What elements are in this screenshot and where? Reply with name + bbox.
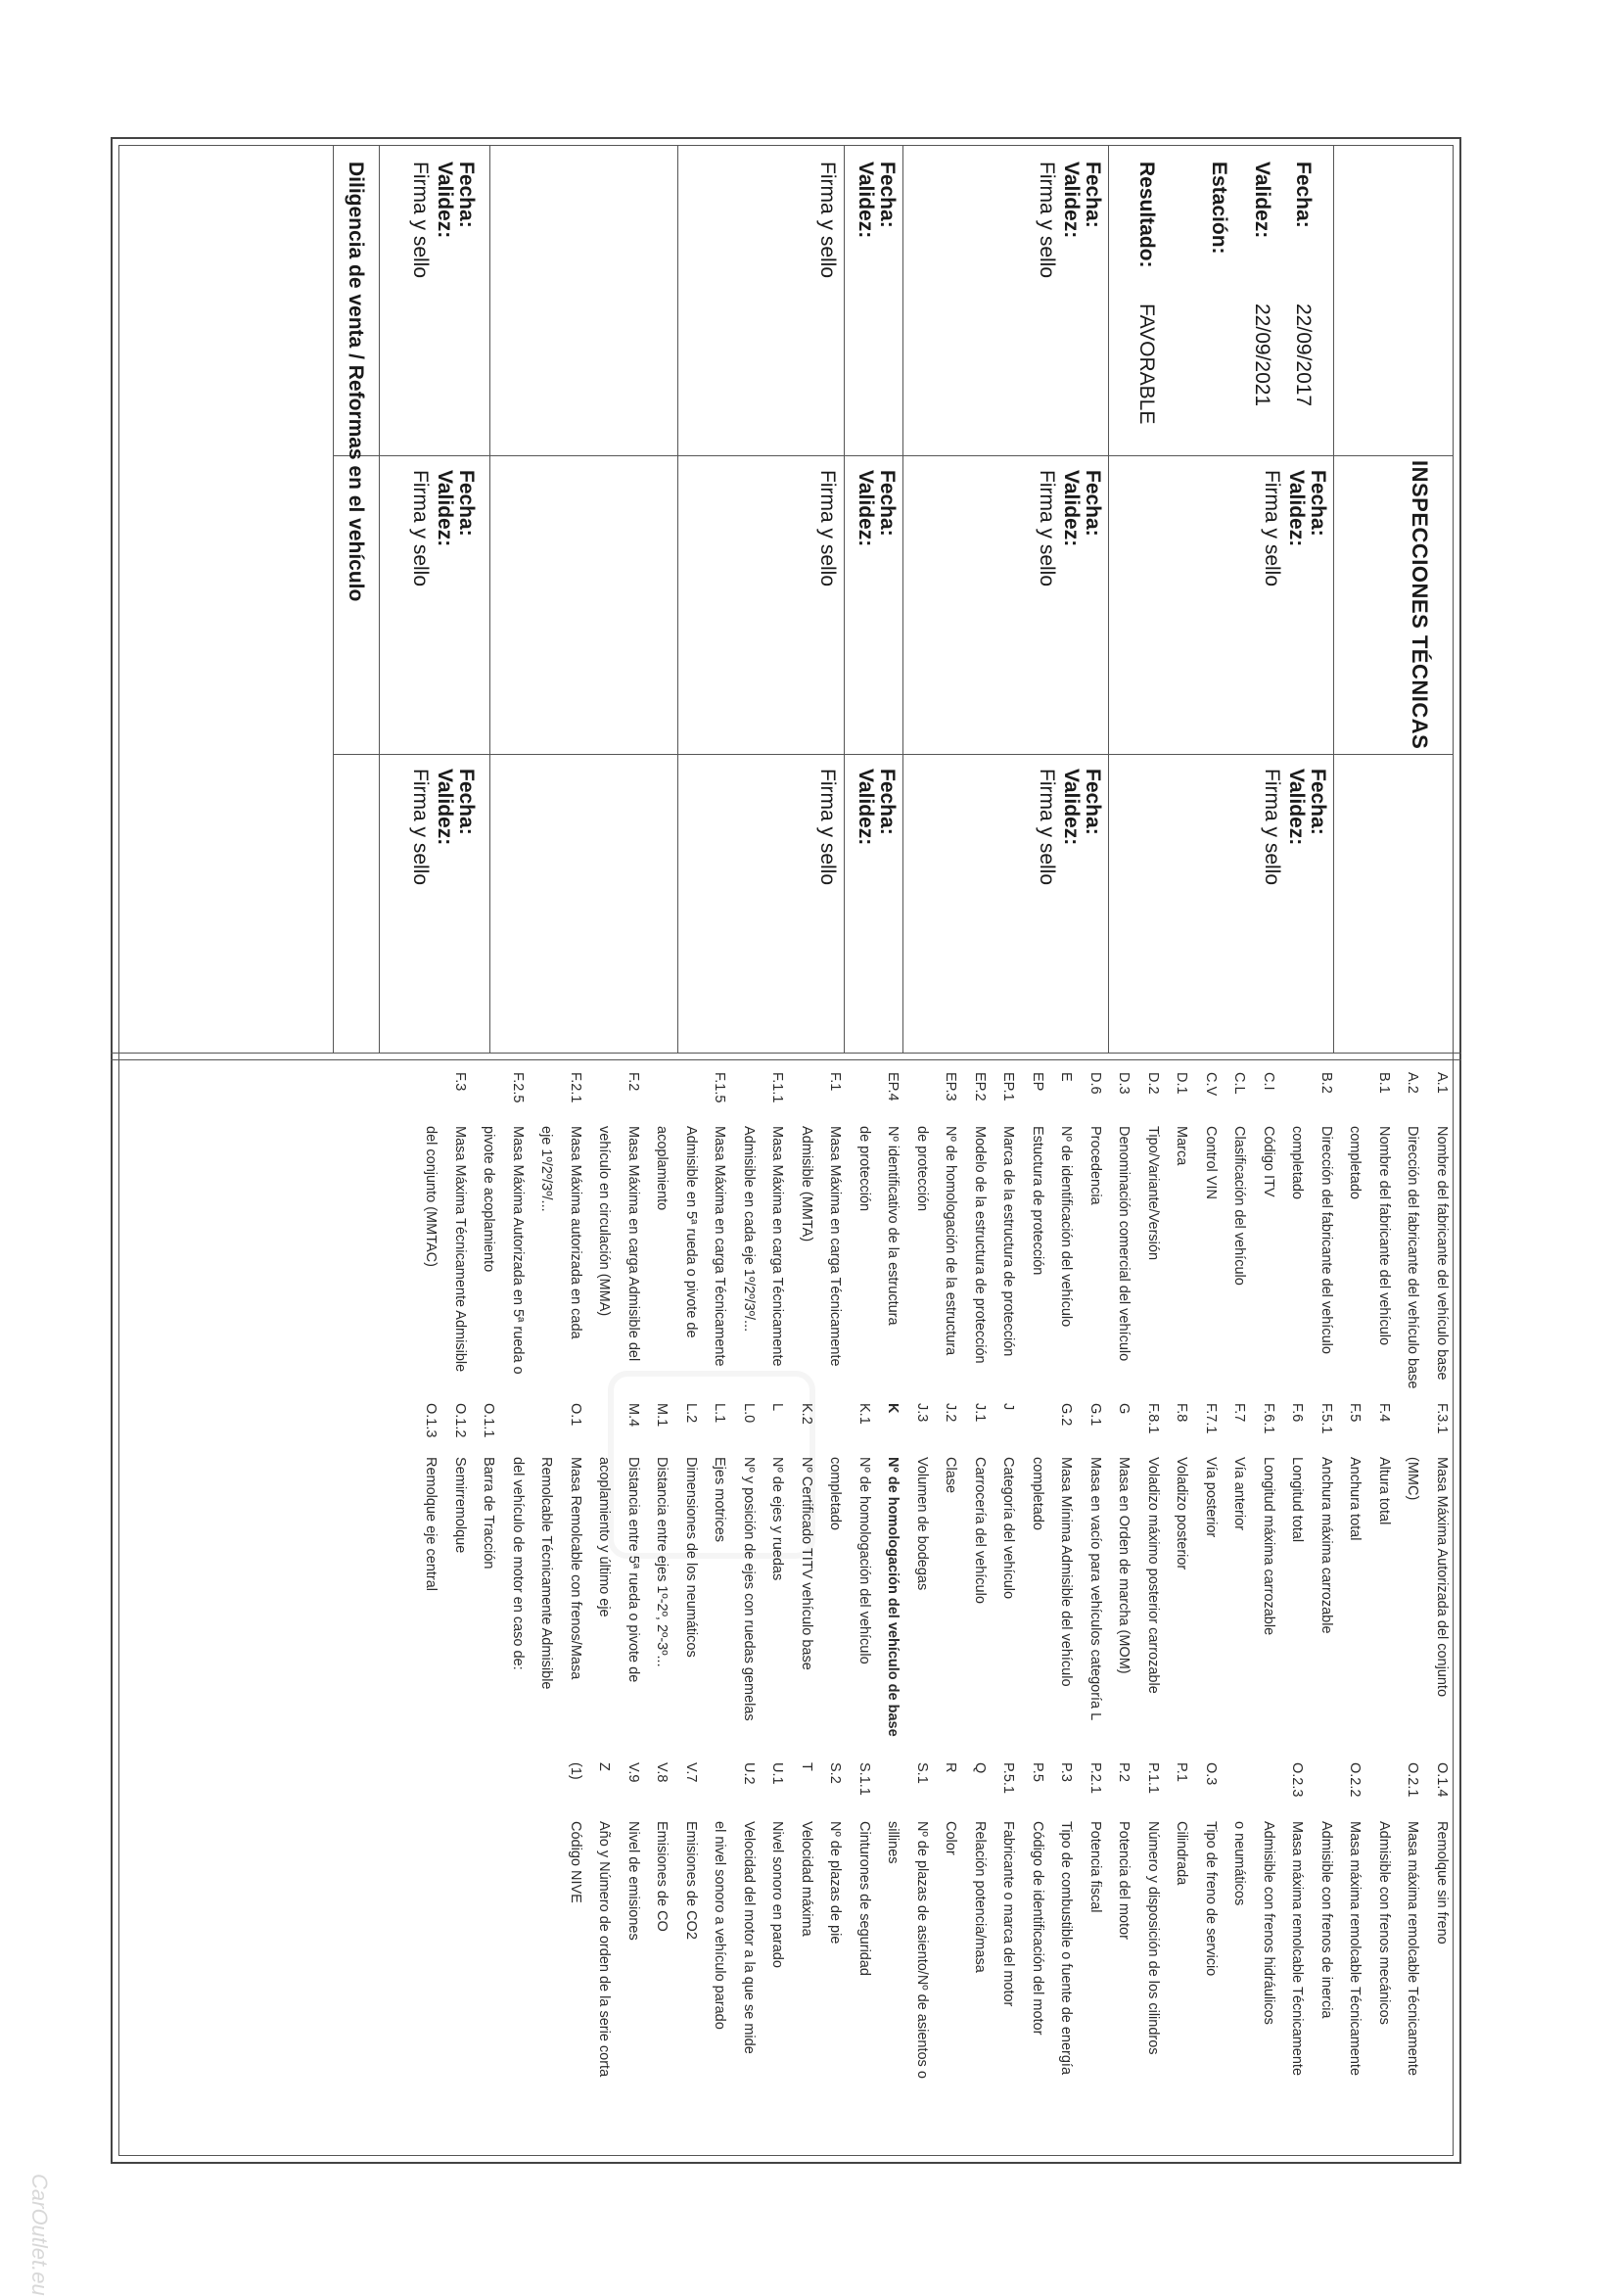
- fecha-label: Fecha:: [1292, 162, 1315, 228]
- field-description: Nº de homologación del vehículo: [856, 1457, 872, 1664]
- validez-label: Validez:: [1060, 162, 1083, 239]
- field-description: Nombre del fabricante del vehículo base: [1434, 1126, 1450, 1381]
- field-description: Masa Máxima autorizada en cada: [568, 1126, 583, 1339]
- field-description: el nivel sonoro a vehículo parado: [712, 1821, 728, 2030]
- field-code: V.9: [625, 1762, 641, 1783]
- field-description: Cilindrada: [1174, 1821, 1190, 1886]
- field-description: Masa máxima remolcable Técnicamente: [1347, 1821, 1364, 2077]
- field-code: P.2: [1116, 1762, 1133, 1782]
- field-code: O.1.4: [1434, 1762, 1450, 1798]
- field-description: Masa máxima remolcable Técnicamente: [1289, 1821, 1306, 2077]
- field-code: J: [1000, 1403, 1017, 1411]
- field-description: de protección: [914, 1126, 930, 1212]
- fecha-label: Fecha:: [455, 769, 478, 835]
- field-description: Admisible con frenos mecánicos: [1376, 1821, 1392, 2025]
- grid-line: [844, 145, 845, 1053]
- grid-line: [902, 145, 903, 1053]
- field-description: Vía posterior: [1203, 1457, 1219, 1538]
- field-description: Remolque eje central: [423, 1457, 439, 1592]
- field-code: F.1.5: [712, 1072, 728, 1103]
- field-code: C.L: [1231, 1072, 1248, 1095]
- validez-label: Validez:: [434, 769, 456, 846]
- field-code: O.1: [568, 1403, 583, 1427]
- field-description: Dirección del fabricante del vehículo base: [1405, 1126, 1421, 1389]
- field-description: Velocidad del motor a la que se mide: [741, 1821, 757, 2054]
- field-description: Barra de Tracción: [481, 1457, 497, 1570]
- field-description: Masa Mínima Admisible del vehículo: [1058, 1457, 1075, 1687]
- field-description: de protección: [856, 1126, 872, 1212]
- field-code: K.2: [799, 1403, 814, 1425]
- field-description: Admisible con frenos hidráulicos: [1261, 1821, 1276, 2025]
- field-code: C.I: [1261, 1072, 1276, 1091]
- grid-line: [334, 754, 1454, 755]
- firma-y-sello: Firma y sello: [816, 162, 839, 279]
- field-code: D.6: [1087, 1072, 1103, 1095]
- field-description: completado: [1030, 1457, 1045, 1530]
- field-description: Masa Máxima Autorizada en 5ª rueda o: [510, 1126, 526, 1375]
- field-description: Carrocería del vehículo: [972, 1457, 988, 1604]
- firma-y-sello: Firma y sello: [816, 470, 839, 587]
- field-code: F.6.1: [1261, 1403, 1276, 1434]
- field-code: O.1.1: [481, 1403, 497, 1438]
- field-description: Código de identificación del motor: [1030, 1821, 1045, 2036]
- fecha-value: 22/09/2017: [1292, 304, 1315, 407]
- field-code: P.3: [1058, 1762, 1075, 1782]
- field-description: Nº de ejes y ruedas: [769, 1457, 786, 1581]
- field-code: B.2: [1318, 1072, 1334, 1094]
- field-description: Potencia fiscal: [1087, 1821, 1103, 1913]
- firma-y-sello: Firma y sello: [409, 769, 432, 886]
- field-code: O.1.3: [423, 1403, 439, 1438]
- field-code: D.3: [1116, 1072, 1133, 1095]
- field-description: Nº de plazas de asiento/Nº de asientos o: [914, 1821, 930, 2079]
- grid-line: [677, 145, 678, 1053]
- field-code: O.2.3: [1289, 1762, 1306, 1798]
- field-code: P.1: [1174, 1762, 1190, 1782]
- field-description: Relación potencia/masa: [972, 1821, 988, 1973]
- resultado-label: Resultado:: [1135, 162, 1158, 268]
- inspecciones-title: INSPECCIONES TÉCNICAS: [1408, 460, 1432, 750]
- field-code: F.7: [1231, 1403, 1248, 1423]
- field-description: Emisiones de CO2: [683, 1821, 699, 1940]
- fecha-label: Fecha:: [1082, 769, 1104, 835]
- field-description: Masa Máxima en carga Admisible del: [625, 1126, 641, 1362]
- validez-label: Validez:: [1251, 162, 1273, 239]
- field-description: Dimensiones de los neumáticos: [683, 1457, 699, 1658]
- field-description: Admisible con frenos de inercia: [1318, 1821, 1334, 2019]
- validez-label: Validez:: [1285, 470, 1308, 547]
- field-code: O.2.1: [1405, 1762, 1421, 1798]
- grid-line: [1333, 145, 1334, 1053]
- field-code: F.4: [1376, 1403, 1392, 1423]
- field-description: Procedencia: [1087, 1126, 1103, 1205]
- field-code: EP.2: [972, 1072, 988, 1101]
- validez-value: 22/09/2021: [1251, 304, 1273, 407]
- field-code: V.7: [683, 1762, 699, 1783]
- field-description: Voladizo máximo posterior carrozable: [1145, 1457, 1161, 1694]
- field-description: Masa Máxima en carga Técnicamente: [769, 1126, 786, 1367]
- field-description: Código ITV: [1261, 1126, 1276, 1197]
- field-code: F.5: [1347, 1403, 1364, 1423]
- fecha-label: Fecha:: [1082, 470, 1104, 537]
- field-description: Longitud total: [1289, 1457, 1306, 1543]
- field-code: EP.3: [943, 1072, 959, 1101]
- field-code: F.6: [1289, 1403, 1306, 1423]
- field-code: A.1: [1434, 1072, 1450, 1094]
- field-code: J.1: [972, 1403, 988, 1423]
- field-code: P.2.1: [1087, 1762, 1103, 1794]
- fecha-label: Fecha:: [455, 470, 478, 537]
- field-description: Semirremolque: [452, 1457, 468, 1554]
- validez-label: Validez:: [434, 470, 456, 547]
- field-code: U.1: [769, 1762, 786, 1785]
- estacion-label: Estación:: [1208, 162, 1230, 255]
- field-code: R: [943, 1762, 959, 1773]
- grid-line: [333, 145, 334, 1053]
- inner-frame: [118, 145, 1454, 2156]
- field-description: Nombre del fabricante del vehículo: [1376, 1126, 1392, 1346]
- firma-y-sello: Firma y sello: [816, 769, 839, 886]
- field-code: K: [885, 1403, 901, 1414]
- field-code: O.3: [1203, 1762, 1219, 1786]
- field-description: vehículo en circulación (MMA): [596, 1126, 613, 1317]
- field-code: L.1: [712, 1403, 728, 1424]
- field-description: (MMC): [1405, 1457, 1421, 1501]
- field-description: Denominación comercial del vehículo: [1116, 1126, 1133, 1362]
- field-description: Longitud máxima carrozable: [1261, 1457, 1276, 1636]
- field-description: Masa Máxima en carga Técnicamente: [827, 1126, 844, 1367]
- field-code: J.3: [914, 1403, 930, 1423]
- field-description: Código NIVE: [568, 1821, 583, 1903]
- validez-label: Validez:: [434, 162, 456, 239]
- field-description: completado: [1347, 1126, 1364, 1199]
- field-description: Dirección del fabricante del vehículo: [1318, 1126, 1334, 1354]
- field-description: Nº de plazas de pie: [827, 1821, 844, 1945]
- field-description: Fabricante o marca del motor: [1000, 1821, 1017, 2007]
- field-description: sillines: [885, 1821, 901, 1864]
- field-code: F.8.1: [1145, 1403, 1161, 1434]
- field-description: Número y disposición de los cilindros: [1145, 1821, 1161, 2055]
- field-code: F.7.1: [1203, 1403, 1219, 1434]
- field-description: pivote de acoplamiento: [481, 1126, 497, 1273]
- field-description: Color: [943, 1821, 959, 1855]
- field-code: F.1.1: [769, 1072, 786, 1103]
- field-description: Vía anterior: [1231, 1457, 1248, 1530]
- field-code: K.1: [856, 1403, 872, 1425]
- field-code: Q: [972, 1762, 988, 1774]
- field-description: Volumen de bodegas: [914, 1457, 930, 1591]
- field-description: Masa en vacío para vehículos categoría L: [1087, 1457, 1103, 1721]
- field-code: G.2: [1058, 1403, 1075, 1427]
- field-description: Clasificación del vehículo: [1231, 1126, 1248, 1286]
- field-code: F.8: [1174, 1403, 1190, 1423]
- fecha-label: Fecha:: [1082, 162, 1104, 228]
- grid-line: [1108, 145, 1109, 1053]
- firma-y-sello: Firma y sello: [1261, 769, 1283, 886]
- field-code: J.2: [943, 1403, 959, 1423]
- field-code: B.1: [1376, 1072, 1392, 1094]
- field-code: F.2: [625, 1072, 641, 1092]
- field-description: Tipo de freno de servicio: [1203, 1821, 1219, 1977]
- field-description: Control VIN: [1203, 1126, 1219, 1199]
- field-description: Remolcable Técnicamente Admisible: [538, 1457, 555, 1690]
- fecha-label: Fecha:: [1307, 470, 1329, 537]
- field-description: Altura total: [1376, 1457, 1392, 1525]
- field-description: acoplamiento: [654, 1126, 670, 1211]
- field-description: Admisible (MMTA): [799, 1126, 814, 1242]
- field-description: Potencia del motor: [1116, 1821, 1133, 1940]
- validez-label: Validez:: [1285, 769, 1308, 846]
- field-code: S.2: [827, 1762, 844, 1784]
- field-description: Voladizo posterior: [1174, 1457, 1190, 1570]
- field-code: F.5.1: [1318, 1403, 1334, 1434]
- field-code: V.8: [654, 1762, 670, 1783]
- field-description: Masa en Orden de marcha (MOM): [1116, 1457, 1133, 1674]
- grid-line: [334, 455, 1454, 456]
- resultado-value: FAVORABLE: [1135, 304, 1158, 425]
- field-code: F.1: [827, 1072, 844, 1092]
- field-code: M.4: [625, 1403, 641, 1428]
- field-description: Tipo de combustible o fuente de energía: [1058, 1821, 1075, 2076]
- firma-y-sello: Firma y sello: [409, 470, 432, 587]
- field-code: E: [1058, 1072, 1075, 1082]
- field-description: Categoría del vehículo: [1000, 1457, 1017, 1600]
- field-description: Masa Máxima Autorizada del conjunto: [1434, 1457, 1450, 1698]
- field-description: Cinturones de seguridad: [856, 1821, 872, 1976]
- field-code: L.2: [683, 1403, 699, 1424]
- field-description: Masa Máxima Técnicamente Admisible: [452, 1126, 468, 1373]
- field-description: Marca de la estructura de protección: [1000, 1126, 1017, 1357]
- field-description: Distancia entre 5ª rueda o pivote de: [625, 1457, 641, 1683]
- field-code: D.1: [1174, 1072, 1190, 1095]
- field-description: Admisible en 5ª rueda o pivote de: [683, 1126, 699, 1338]
- field-description: Nivel de emisiones: [625, 1821, 641, 1941]
- validez-label: Validez:: [855, 769, 877, 846]
- field-description: eje 1º/2º/3º/...: [538, 1126, 555, 1212]
- field-description: del vehículo de motor en caso de:: [510, 1457, 526, 1670]
- field-code: S.1.1: [856, 1762, 872, 1796]
- field-code: G: [1116, 1403, 1133, 1415]
- field-description: Nº de homologación del vehículo de base: [885, 1457, 901, 1737]
- field-description: acoplamiento y último eje: [596, 1457, 613, 1617]
- field-description: Masa Máxima en carga Técnicamente: [712, 1126, 728, 1367]
- validez-label: Validez:: [1060, 769, 1083, 846]
- field-description: Velocidad máxima: [799, 1821, 814, 1937]
- fecha-label: Fecha:: [876, 769, 899, 835]
- field-code: A.2: [1405, 1072, 1421, 1094]
- field-description: Masa Remolcable con frenos/Masa: [568, 1457, 583, 1680]
- field-code: F.2.5: [510, 1072, 526, 1103]
- field-code: EP.4: [885, 1072, 901, 1101]
- field-description: Nº y posición de ejes con ruedas gemelas: [741, 1457, 757, 1721]
- field-description: Anchura máxima carrozable: [1318, 1457, 1334, 1634]
- field-code: L: [769, 1403, 786, 1412]
- field-code: (1): [568, 1762, 583, 1780]
- field-description: Remolque sin freno: [1434, 1821, 1450, 1945]
- field-code: Z: [596, 1762, 613, 1771]
- field-code: D.2: [1145, 1072, 1161, 1095]
- field-code: S.1: [914, 1762, 930, 1784]
- firma-y-sello: Firma y sello: [409, 162, 432, 279]
- firma-y-sello: Firma y sello: [1036, 470, 1058, 587]
- fecha-label: Fecha:: [876, 162, 899, 228]
- field-code: P.5.1: [1000, 1762, 1017, 1794]
- diligencia-heading: Diligencia de venta / Reformas en el vehículo: [345, 162, 367, 602]
- field-description: Distancia entre ejes 1º-2º, 2º-3º...: [654, 1457, 670, 1667]
- field-description: Año y Número de orden de la serie corta: [596, 1821, 613, 2078]
- firma-y-sello: Firma y sello: [1261, 470, 1283, 587]
- field-code: F.3: [452, 1072, 468, 1092]
- watermark-text: CarOutlet.eu: [27, 2174, 52, 2296]
- field-code: P.5: [1030, 1762, 1045, 1782]
- field-description: completado: [827, 1457, 844, 1530]
- fecha-label: Fecha:: [1307, 769, 1329, 835]
- field-description: o neumáticos: [1231, 1821, 1248, 1906]
- field-code: F.2.1: [568, 1072, 583, 1103]
- field-description: Nº de identificación del vehículo: [1058, 1126, 1075, 1328]
- field-code: F.3.1: [1434, 1403, 1450, 1434]
- field-description: Nº de homologación de la estructura: [943, 1126, 959, 1356]
- field-description: Emisiones de CO: [654, 1821, 670, 1932]
- field-description: Admisible en cada eje 1º/2º/3º/...: [741, 1126, 757, 1333]
- field-description: Masa máxima remolcable Técnicamente: [1405, 1821, 1421, 2077]
- field-description: Tipo/Variante/Versión: [1145, 1126, 1161, 1261]
- grid-line: [379, 145, 380, 1053]
- validez-label: Validez:: [855, 162, 877, 239]
- field-description: Nº identificativo de la estructura: [885, 1126, 901, 1326]
- field-description: Anchura total: [1347, 1457, 1364, 1541]
- firma-y-sello: Firma y sello: [1036, 769, 1058, 886]
- field-code: EP.1: [1000, 1072, 1017, 1101]
- center-divider: [111, 1053, 1461, 1060]
- field-code: M.1: [654, 1403, 670, 1428]
- field-description: del conjunto (MMTAC): [423, 1126, 439, 1267]
- field-description: Modelo de la estructura de protección: [972, 1126, 988, 1364]
- field-description: Clase: [943, 1457, 959, 1494]
- field-code: O.1.2: [452, 1403, 468, 1438]
- field-description: Marca: [1174, 1126, 1190, 1166]
- field-code: G.1: [1087, 1403, 1103, 1427]
- validez-label: Validez:: [1060, 470, 1083, 547]
- field-code: EP: [1030, 1072, 1045, 1092]
- field-code: L.0: [741, 1403, 757, 1424]
- field-description: Estuctura de protección: [1030, 1126, 1045, 1276]
- field-code: C.V: [1203, 1072, 1219, 1097]
- field-code: T: [799, 1762, 814, 1771]
- fecha-label: Fecha:: [876, 470, 899, 537]
- field-code: P.1.1: [1145, 1762, 1161, 1794]
- field-description: Nº Certificado TITV vehículo base: [799, 1457, 814, 1670]
- firma-y-sello: Firma y sello: [1036, 162, 1058, 279]
- field-description: completado: [1289, 1126, 1306, 1199]
- field-code: U.2: [741, 1762, 757, 1785]
- fecha-label: Fecha:: [455, 162, 478, 228]
- field-description: Nivel sonoro en parado: [769, 1821, 786, 1968]
- field-description: Ejes motrices: [712, 1457, 728, 1543]
- grid-line: [489, 145, 490, 1053]
- validez-label: Validez:: [855, 470, 877, 547]
- field-code: O.2.2: [1347, 1762, 1364, 1798]
